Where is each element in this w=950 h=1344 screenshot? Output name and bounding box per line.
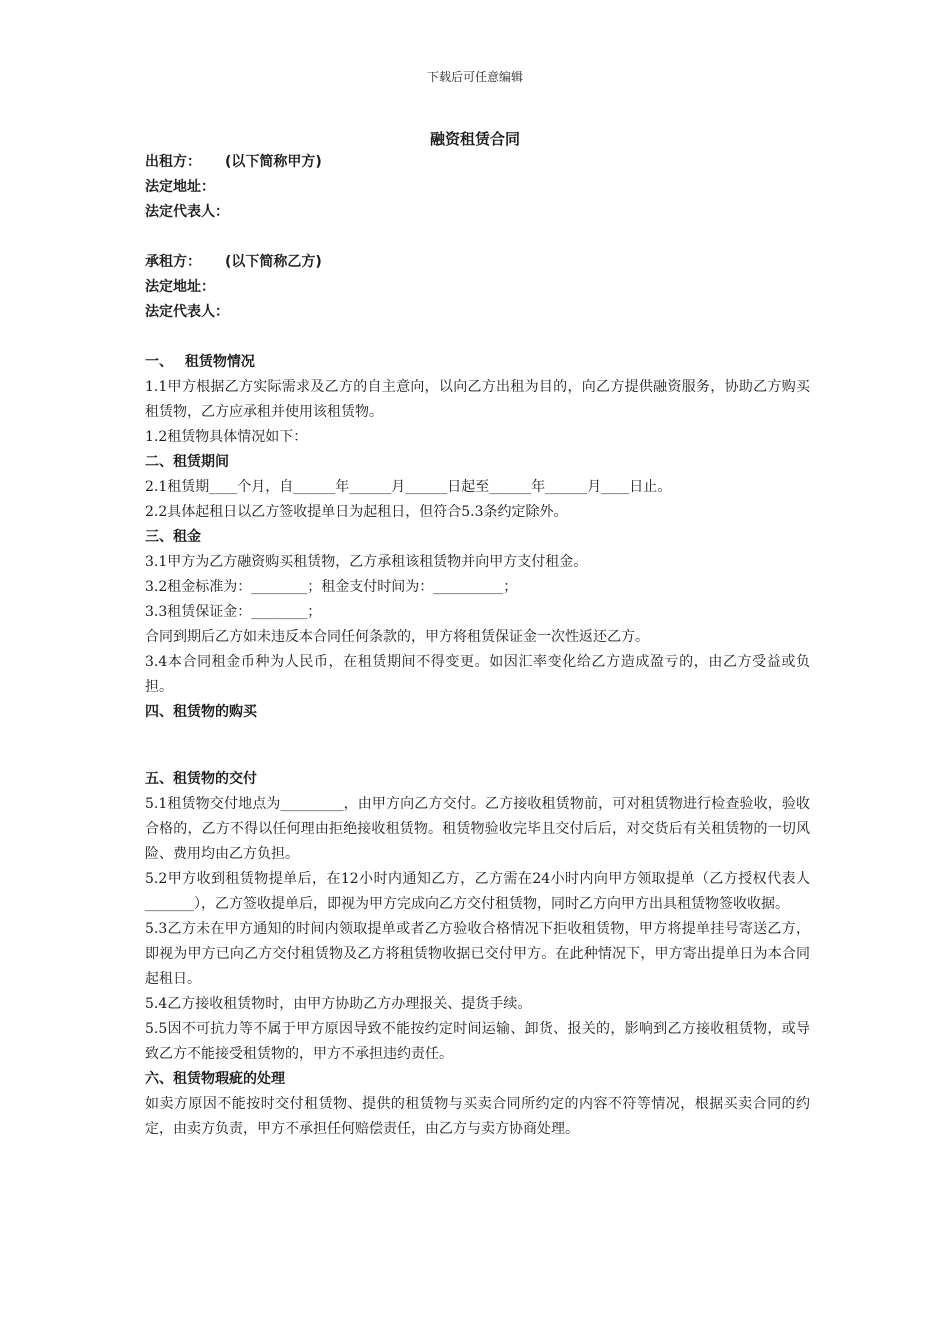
clause-1-1: 1.1甲方根据乙方实际需求及乙方的自主意向，以向乙方出租为目的，向乙方提供融资服务，协助乙方购买租赁物，乙方应承租并使用该租赁物。	[145, 379, 810, 420]
lessor-label: 出租方：	[145, 154, 201, 170]
clause-3-3-note: 合同到期后乙方如未违反本合同任何条款的，甲方将租赁保证金一次性返还乙方。	[145, 629, 649, 645]
section-4-title: 四、租赁物的购买	[145, 704, 257, 720]
lessor-address: 法定地址：	[145, 179, 215, 195]
clause-3-1: 3.1甲方为乙方融资购买租赁物，乙方承租该租赁物并向甲方支付租金。	[145, 554, 588, 570]
clause-5-5: 5.5因不可抗力等不属于甲方原因导致不能按约定时间运输、卸货、报关的，影响到乙方接收租赁物，或导致乙方不能接受租赁物的，甲方不承担违约责任。	[145, 1021, 810, 1062]
lessee-rep: 法定代表人：	[145, 304, 229, 320]
lessee-label: 承租方：	[145, 254, 201, 270]
clause-3-3: 3.3租赁保证金：________；	[145, 604, 322, 620]
clause-6-1: 如卖方原因不能按时交付租赁物、提供的租赁物与买卖合同所约定的内容不符等情况，根据买卖合同的约定，由卖方负责，甲方不承担任何赔偿责任，由乙方与卖方协商处理。	[145, 1096, 810, 1137]
section-5-title: 五、租赁物的交付	[145, 771, 257, 787]
clause-1-2: 1.2租赁物具体情况如下：	[145, 429, 308, 445]
clause-3-2: 3.2租金标准为：________；租金支付时间为：__________；	[145, 579, 518, 595]
document-title: 融资租赁合同	[429, 130, 520, 148]
section-2-title: 二、租赁期间	[145, 454, 229, 470]
lessor-rep: 法定代表人：	[145, 204, 229, 220]
lessor-alias: (以下简称甲方)	[225, 154, 322, 170]
clause-2-2: 2.2具体起租日以乙方签收提单日为起租日，但符合5.3条约定除外。	[145, 504, 568, 520]
clause-5-3: 5.3乙方未在甲方通知的时间内领取提单或者乙方验收合格情况下拒收租赁物，甲方将提单挂号寄送乙方，即视为甲方已向乙方交付租赁物及乙方将租赁物收据已交付甲方。在此种情况下，甲方寄出提单日为本合同起租日。	[145, 921, 810, 987]
clause-5-4: 5.4乙方接收租赁物时，由甲方协助乙方办理报关、提货手续。	[145, 996, 532, 1012]
section-1-title: 一、 租赁物情况	[145, 354, 255, 370]
lessee-alias: (以下简称乙方)	[225, 254, 322, 270]
clause-3-4: 3.4本合同租金币种为人民币，在租赁期间不得变更。如因汇率变化给乙方造成盈亏的，由乙方受益或负担。	[145, 654, 810, 695]
lessor-line	[145, 150, 810, 175]
clause-5-1: 5.1租赁物交付地点为_________，由甲方向乙方交付。乙方接收租赁物前，可对租赁物进行检查验收，验收合格的，乙方不得以任何理由拒绝接收租赁物。租赁物验收完毕且交付后后，对交货后有关租赁物的一切风险、费用均由乙方负担。	[145, 796, 810, 862]
clause-2-1: 2.1租赁期____个月，自______年______月______日起至______年______月____日止。	[145, 479, 672, 495]
clause-5-2: 5.2甲方收到租赁物提单后，在12小时内通知乙方，乙方需在24小时内向甲方领取提单（乙方授权代表人_______），乙方签收提单后，即视为甲方完成向乙方交付租赁物，同时乙方向甲方出具租赁物签收收据。	[145, 871, 810, 912]
lessee-address: 法定地址：	[145, 279, 215, 295]
section-3-title: 三、租金	[145, 529, 201, 545]
document-body	[145, 150, 810, 1142]
header-note: 下载后可任意编辑	[426, 70, 523, 84]
lessee-line	[145, 250, 810, 275]
section-6-title: 六、租赁物瑕疵的处理	[145, 1071, 285, 1087]
